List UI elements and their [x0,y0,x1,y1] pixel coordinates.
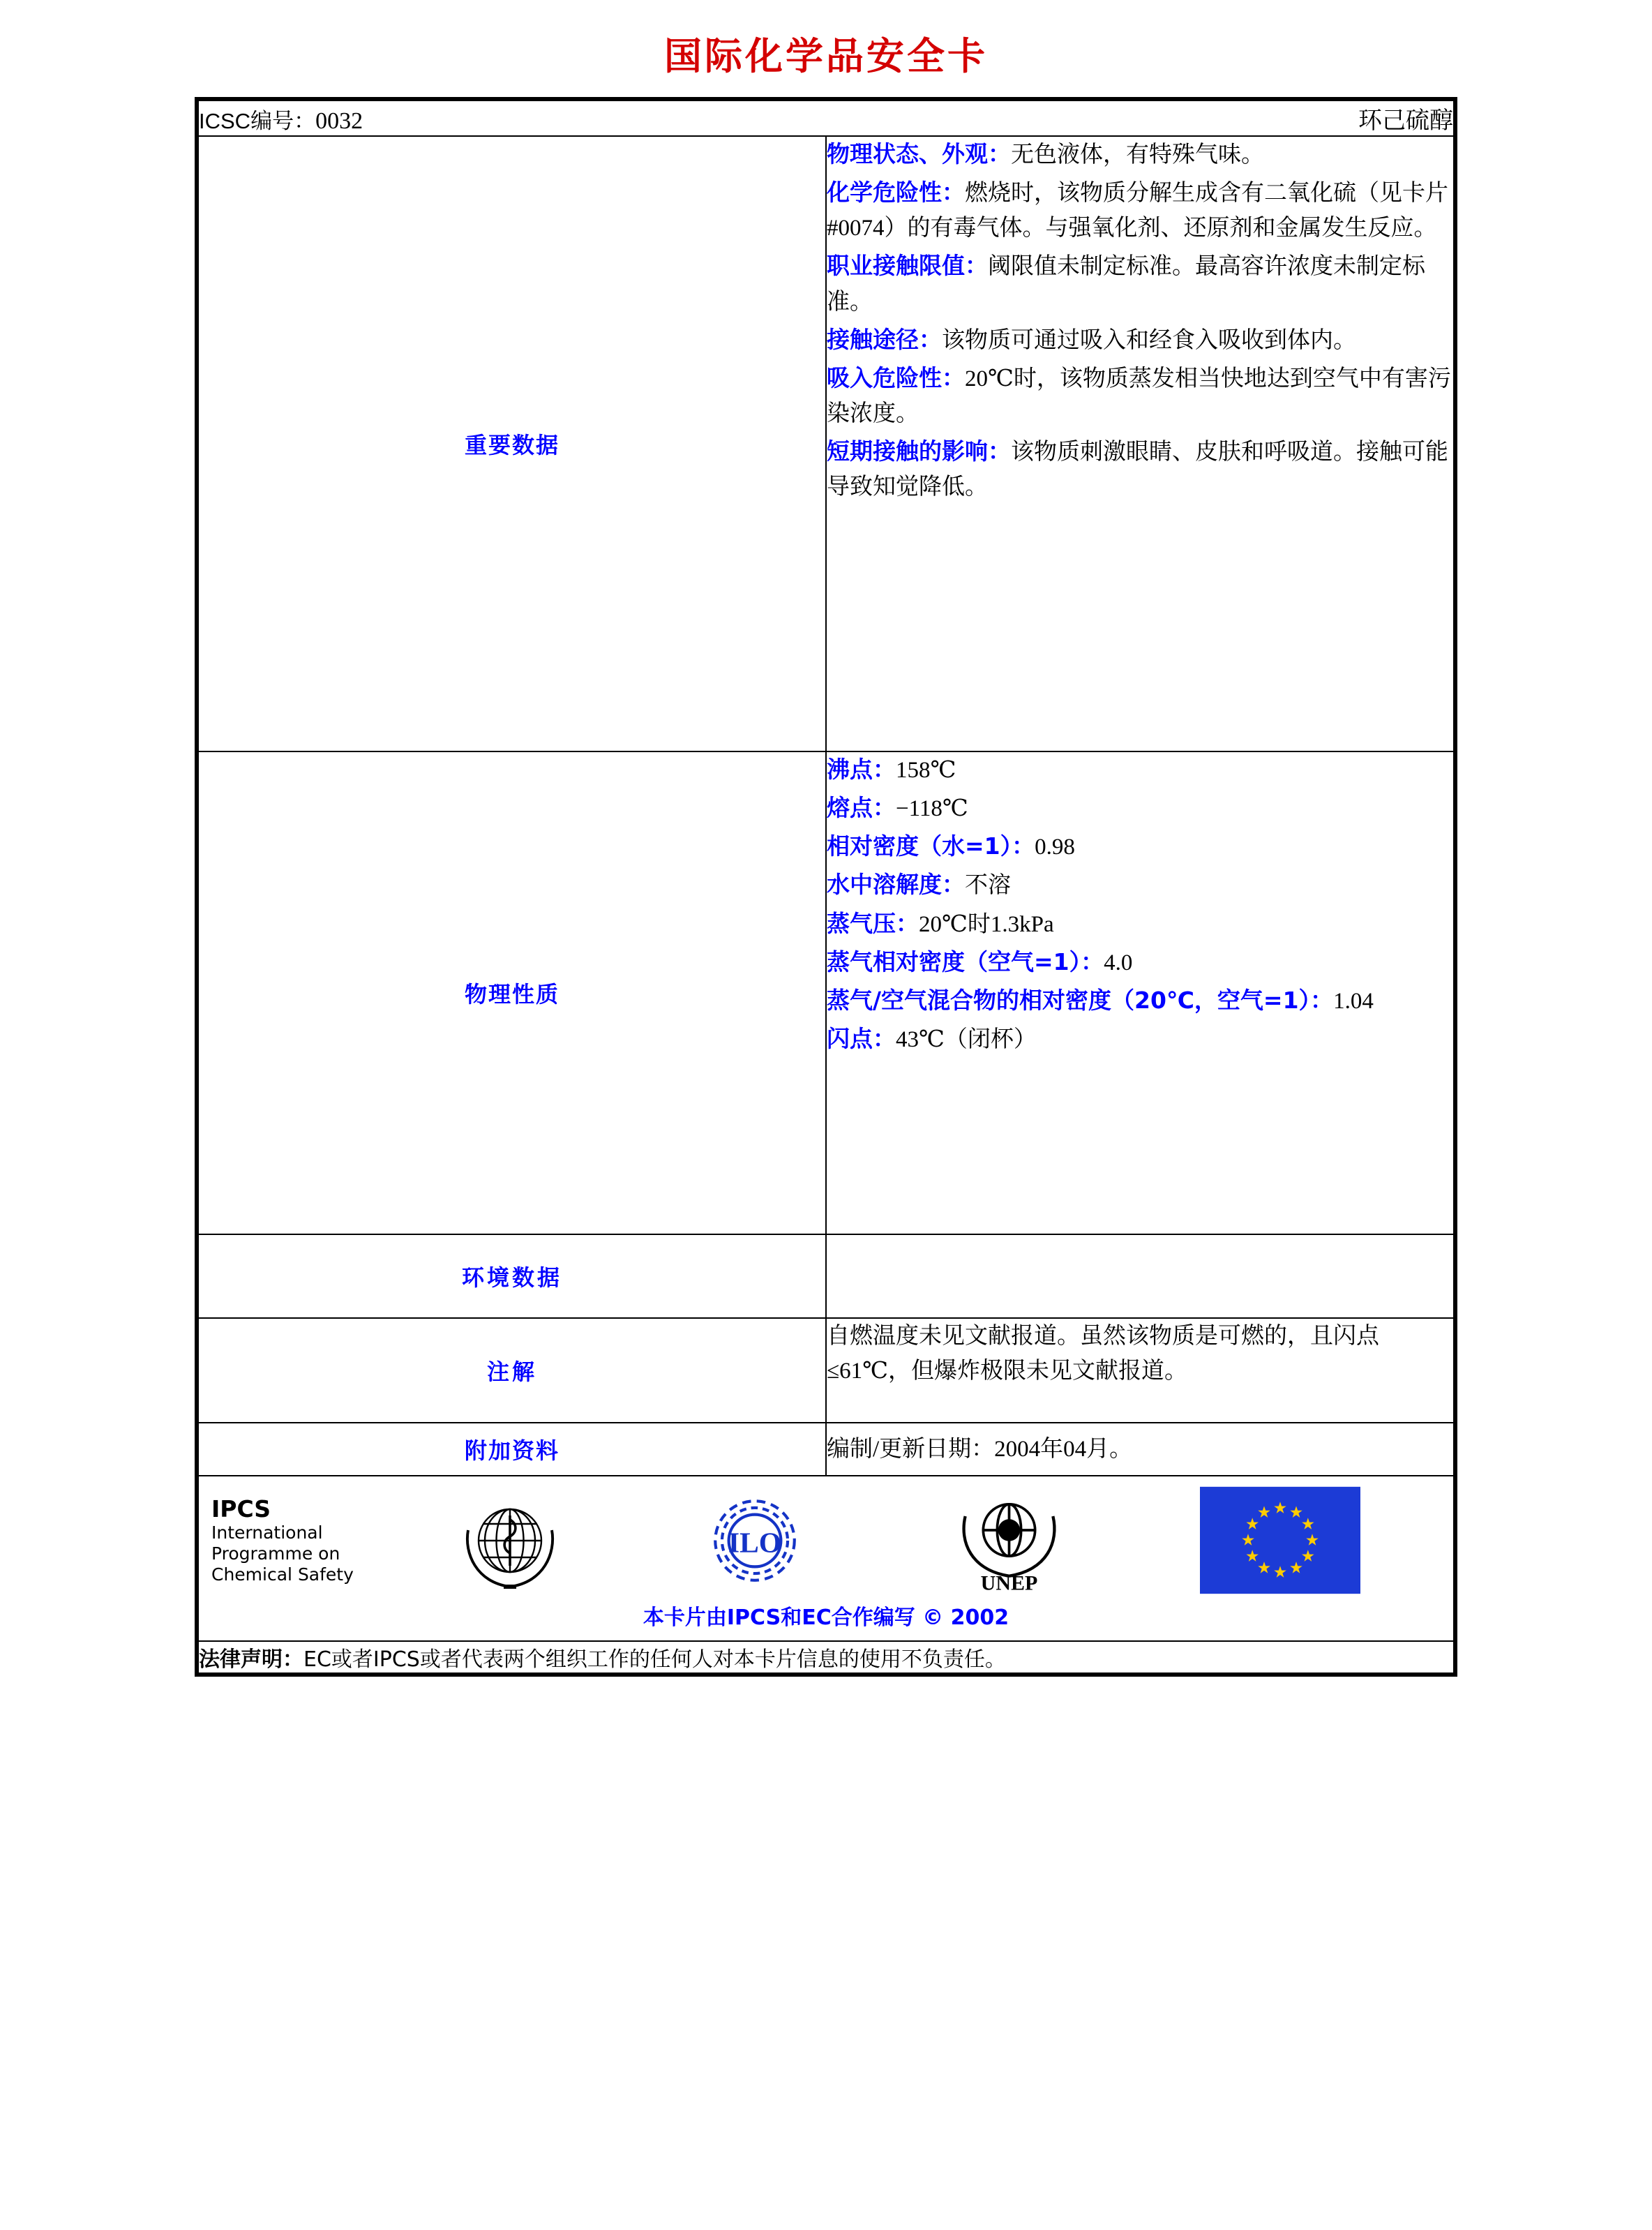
ipcs-subtitle-line: Programme on [211,1543,340,1564]
entry-value: 燃烧时，该物质分解生成含有二氧化硫（见卡片#0074）的有毒气体。与强氧化剂、还原剂和金属发生反应。 [827,181,1448,241]
ipcs-subtitle-line: International [211,1522,323,1543]
entry-key: 蒸气压： [827,909,919,937]
entry-value: 该物质可通过吸入和经食入吸收到体内。 [942,327,1356,353]
entry-key: 水中溶解度： [827,871,965,899]
additional-info-label: 附加资料 [198,1423,826,1476]
physical-entry [827,983,1453,1019]
card-header-row [198,100,1454,136]
ipcs-title: IPCS [211,1495,271,1522]
physical-properties-row [198,751,1454,1234]
footer-logos-row [198,1476,1454,1641]
chemical-name: 环己硫醇 [1358,108,1453,134]
entry-value: 43℃（闭杯） [896,1027,1037,1053]
ipcs-subtitle-line: Chemical Safety [211,1564,354,1585]
entry-key: 蒸气/空气混合物的相对密度（20℃，空气=1）： [827,986,1334,1014]
important-data-content [826,136,1454,751]
entry-value: 该物质刺激眼睛、皮肤和呼吸道。接触可能导致知觉降低。 [827,440,1448,500]
entry-key: 职业接触限值： [827,252,988,280]
svg-text:ILO: ILO [728,1526,782,1559]
legal-cell [198,1641,1454,1673]
entry-value: 4.0 [1104,950,1133,975]
important-entry [827,434,1453,504]
entry-key: 熔点： [827,794,896,822]
physical-entry [827,867,1453,903]
entry-key: 闪点： [827,1025,896,1053]
physical-properties-content [826,751,1454,1234]
notes-label: 注解 [198,1318,826,1423]
legal-label: 法律声明： [199,1647,303,1672]
additional-info-row [198,1423,1454,1476]
entry-key: 蒸气相对密度（空气=1）： [827,948,1104,975]
entry-value: 1.04 [1333,988,1374,1014]
notes-row [198,1318,1454,1423]
entry-key: 物理状态、外观： [827,140,1011,167]
card-header-cell [198,100,1454,136]
logo-strip [365,1486,1453,1594]
credit-line: 本卡片由IPCS和EC合作编写 © 2002 [643,1606,1009,1631]
eu-flag-logo-icon [1200,1486,1360,1594]
ipcs-block [199,1496,365,1585]
physical-entry [827,906,1453,942]
environmental-data-content [826,1234,1454,1318]
icsc-number-block [199,103,363,135]
important-entry [827,361,1453,431]
entry-key: 接触途径： [827,325,942,353]
entry-value: 20℃时1.3kPa [919,911,1054,937]
physical-entry [827,752,1453,788]
entry-value: 不溶 [965,873,1011,899]
entry-value: 0.98 [1035,835,1075,860]
environmental-data-row [198,1234,1454,1318]
notes-content: 自燃温度未见文献报道。虽然该物质是可燃的，且闪点≤61℃，但爆炸极限未见文献报道。 [826,1318,1454,1423]
important-entry [827,248,1453,319]
entry-key: 短期接触的影响： [827,437,1011,465]
unep-logo-icon [948,1488,1070,1593]
physical-properties-label: 物理性质 [198,751,826,1234]
ilo-logo-icon [692,1492,818,1589]
important-entry [827,175,1453,246]
physical-entry [827,945,1453,980]
who-logo-icon [458,1488,562,1593]
important-entry [827,322,1453,358]
icsc-number-label: ICSC编号： [199,109,316,133]
entry-key: 吸入危险性： [827,364,965,391]
important-data-label: 重要数据 [198,136,826,751]
page-bottom-spacer [0,1677,1652,1977]
entry-value: 阈限值未制定标准。最高容许浓度未制定标准。 [827,254,1425,315]
additional-info-content: 编制/更新日期：2004年04月。 [826,1423,1454,1476]
safety-card-table [197,100,1455,1674]
environmental-data-label: 环境数据 [198,1234,826,1318]
entry-value: 158℃ [896,758,956,783]
page-title: 国际化学品安全卡 [664,34,988,78]
entry-key: 化学危险性： [827,179,965,207]
entry-value: 20℃时，该物质蒸发相当快地达到空气中有害污染浓度。 [827,366,1451,427]
legal-row [198,1641,1454,1673]
physical-entry [827,1022,1453,1057]
important-data-row [198,136,1454,751]
entry-value: −118℃ [896,796,968,822]
svg-text:UNEP: UNEP [980,1571,1037,1593]
footer-logos-cell [198,1476,1454,1641]
physical-entry [827,829,1453,865]
entry-key: 相对密度（水=1）： [827,832,1035,860]
entry-key: 沸点： [827,756,896,783]
physical-entry [827,791,1453,826]
entry-value: 无色液体，有特殊气味。 [1011,142,1264,167]
icsc-number-value: 0032 [315,108,363,134]
safety-card [195,97,1457,1677]
important-entry [827,137,1453,172]
legal-text: EC或者IPCS或者代表两个组织工作的任何人对本卡片信息的使用不负责任。 [303,1647,1006,1672]
